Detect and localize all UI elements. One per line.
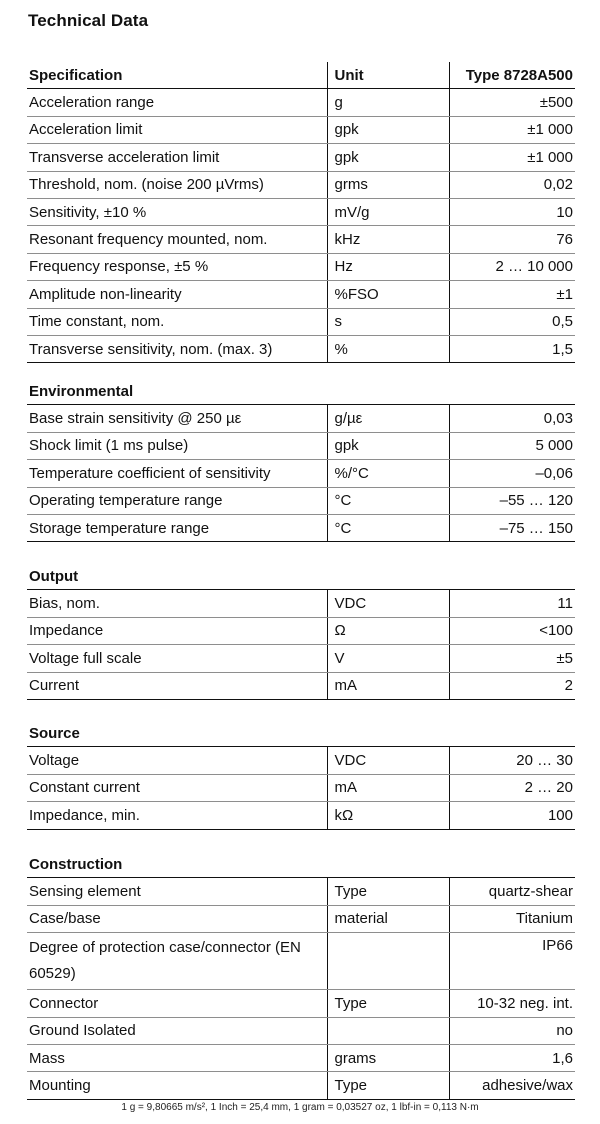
table-row <box>27 335 575 362</box>
cell-parameter: Temperature coefficient of sensitivity <box>27 460 327 487</box>
cell-value: 10 <box>449 198 575 225</box>
header-parameter: Environmental <box>27 378 327 405</box>
table-row <box>27 308 575 335</box>
table-row <box>27 617 575 644</box>
cell-parameter: Ground Isolated <box>27 1017 327 1044</box>
cell-value: 10-32 neg. int. <box>449 990 575 1017</box>
cell-value: 11 <box>449 590 575 617</box>
cell-unit: Ω <box>327 617 449 644</box>
table-row <box>27 1017 575 1044</box>
cell-value: ±1 000 <box>449 144 575 171</box>
cell-unit: g <box>327 89 449 116</box>
table-row <box>27 514 575 541</box>
cell-value: ±1 <box>449 281 575 308</box>
source-table <box>27 720 575 830</box>
section-header-row <box>27 720 575 747</box>
cell-value: 2 <box>449 672 575 699</box>
cell-value: 2 … 20 <box>449 774 575 801</box>
cell-parameter: Case/base <box>27 905 327 932</box>
cell-parameter: Bias, nom. <box>27 590 327 617</box>
cell-value: 1,6 <box>449 1044 575 1071</box>
cell-parameter: Acceleration range <box>27 89 327 116</box>
header-unit: Unit <box>327 62 449 89</box>
cell-value: ±500 <box>449 89 575 116</box>
cell-value: 1,5 <box>449 335 575 362</box>
cell-value: 76 <box>449 226 575 253</box>
cell-value: 0,02 <box>449 171 575 198</box>
cell-unit: Hz <box>327 253 449 280</box>
section-environmental <box>27 378 575 542</box>
table-row <box>27 990 575 1017</box>
table-row <box>27 432 575 459</box>
cell-unit: gpk <box>327 432 449 459</box>
table-row <box>27 487 575 514</box>
environmental-table <box>27 378 575 542</box>
cell-parameter: Current <box>27 672 327 699</box>
header-parameter: Output <box>27 563 327 590</box>
conversion-footnote: 1 g = 9,80665 m/s², 1 Inch = 25,4 mm, 1 gram = 0,03527 oz, 1 lbf-in = 0,113 N·m <box>121 1102 479 1113</box>
cell-unit: mV/g <box>327 198 449 225</box>
cell-parameter: Storage temperature range <box>27 514 327 541</box>
table-row <box>27 590 575 617</box>
cell-unit: grams <box>327 1044 449 1071</box>
cell-value: 0,03 <box>449 405 575 432</box>
section-header-row <box>27 563 575 590</box>
cell-unit: Type <box>327 1072 449 1099</box>
cell-unit: Type <box>327 878 449 905</box>
cell-unit: VDC <box>327 747 449 774</box>
cell-parameter: Acceleration limit <box>27 116 327 143</box>
construction-table <box>27 851 575 1100</box>
table-row <box>27 460 575 487</box>
table-row <box>27 774 575 801</box>
cell-unit: g/µε <box>327 405 449 432</box>
cell-value: quartz-shear <box>449 878 575 905</box>
cell-unit <box>327 933 449 990</box>
section-construction <box>27 851 575 1100</box>
cell-value: ±5 <box>449 645 575 672</box>
header-value: Type 8728A500 <box>449 62 575 89</box>
header-value <box>449 720 575 747</box>
table-row <box>27 645 575 672</box>
cell-parameter: Mass <box>27 1044 327 1071</box>
cell-value: ±1 000 <box>449 116 575 143</box>
section-header-row <box>27 62 575 89</box>
cell-parameter: Operating temperature range <box>27 487 327 514</box>
header-parameter: Construction <box>27 851 327 878</box>
table-row <box>27 144 575 171</box>
table-row <box>27 905 575 932</box>
cell-unit: s <box>327 308 449 335</box>
cell-unit: mA <box>327 672 449 699</box>
header-parameter: Specification <box>27 62 327 89</box>
cell-value: Titanium <box>449 905 575 932</box>
header-unit <box>327 851 449 878</box>
specification-table <box>27 62 575 363</box>
cell-unit: % <box>327 335 449 362</box>
header-unit <box>327 378 449 405</box>
section-header-row <box>27 851 575 878</box>
section-output <box>27 563 575 700</box>
cell-value: adhesive/wax <box>449 1072 575 1099</box>
table-row <box>27 116 575 143</box>
cell-unit <box>327 1017 449 1044</box>
cell-parameter: Transverse acceleration limit <box>27 144 327 171</box>
cell-value: 5 000 <box>449 432 575 459</box>
cell-value: 0,5 <box>449 308 575 335</box>
cell-parameter: Voltage full scale <box>27 645 327 672</box>
cell-unit: kHz <box>327 226 449 253</box>
header-value <box>449 851 575 878</box>
cell-value: 100 <box>449 802 575 829</box>
cell-parameter: Transverse sensitivity, nom. (max. 3) <box>27 335 327 362</box>
table-row <box>27 226 575 253</box>
cell-unit: kΩ <box>327 802 449 829</box>
cell-value: –0,06 <box>449 460 575 487</box>
table-row <box>27 171 575 198</box>
table-row <box>27 1044 575 1071</box>
cell-value: –75 … 150 <box>449 514 575 541</box>
table-row <box>27 253 575 280</box>
cell-value: no <box>449 1017 575 1044</box>
output-table <box>27 563 575 700</box>
cell-unit: gpk <box>327 116 449 143</box>
cell-parameter: Mounting <box>27 1072 327 1099</box>
cell-unit: °C <box>327 514 449 541</box>
table-row <box>27 747 575 774</box>
page-title: Technical Data <box>28 11 149 30</box>
cell-parameter: Base strain sensitivity @ 250 µε <box>27 405 327 432</box>
cell-parameter: Sensing element <box>27 878 327 905</box>
table-row <box>27 1072 575 1099</box>
table-row <box>27 878 575 905</box>
cell-parameter: Time constant, nom. <box>27 308 327 335</box>
header-unit <box>327 720 449 747</box>
cell-unit: gpk <box>327 144 449 171</box>
header-unit <box>327 563 449 590</box>
header-parameter: Source <box>27 720 327 747</box>
cell-value: 20 … 30 <box>449 747 575 774</box>
cell-value: <100 <box>449 617 575 644</box>
cell-parameter: Connector <box>27 990 327 1017</box>
cell-parameter: Threshold, nom. (noise 200 µVrms) <box>27 171 327 198</box>
cell-parameter: Voltage <box>27 747 327 774</box>
table-row <box>27 405 575 432</box>
cell-unit: grms <box>327 171 449 198</box>
header-value <box>449 563 575 590</box>
cell-value: IP66 <box>449 933 575 990</box>
cell-parameter: Degree of protection case/connector (EN 60529) <box>27 933 327 990</box>
section-source <box>27 720 575 830</box>
cell-parameter: Sensitivity, ±10 % <box>27 198 327 225</box>
cell-unit: °C <box>327 487 449 514</box>
table-row <box>27 281 575 308</box>
cell-value: –55 … 120 <box>449 487 575 514</box>
cell-unit: mA <box>327 774 449 801</box>
cell-unit: VDC <box>327 590 449 617</box>
cell-parameter: Constant current <box>27 774 327 801</box>
cell-parameter: Shock limit (1 ms pulse) <box>27 432 327 459</box>
table-row <box>27 672 575 699</box>
cell-unit: material <box>327 905 449 932</box>
table-row <box>27 933 575 990</box>
cell-parameter: Resonant frequency mounted, nom. <box>27 226 327 253</box>
table-row <box>27 802 575 829</box>
cell-value: 2 … 10 000 <box>449 253 575 280</box>
cell-unit: %/°C <box>327 460 449 487</box>
cell-unit: %FSO <box>327 281 449 308</box>
cell-unit: Type <box>327 990 449 1017</box>
header-value <box>449 378 575 405</box>
section-specification <box>27 62 575 363</box>
cell-parameter: Amplitude non-linearity <box>27 281 327 308</box>
cell-unit: V <box>327 645 449 672</box>
cell-parameter: Impedance, min. <box>27 802 327 829</box>
table-row <box>27 89 575 116</box>
cell-parameter: Frequency response, ±5 % <box>27 253 327 280</box>
cell-parameter: Impedance <box>27 617 327 644</box>
section-header-row <box>27 378 575 405</box>
table-row <box>27 198 575 225</box>
